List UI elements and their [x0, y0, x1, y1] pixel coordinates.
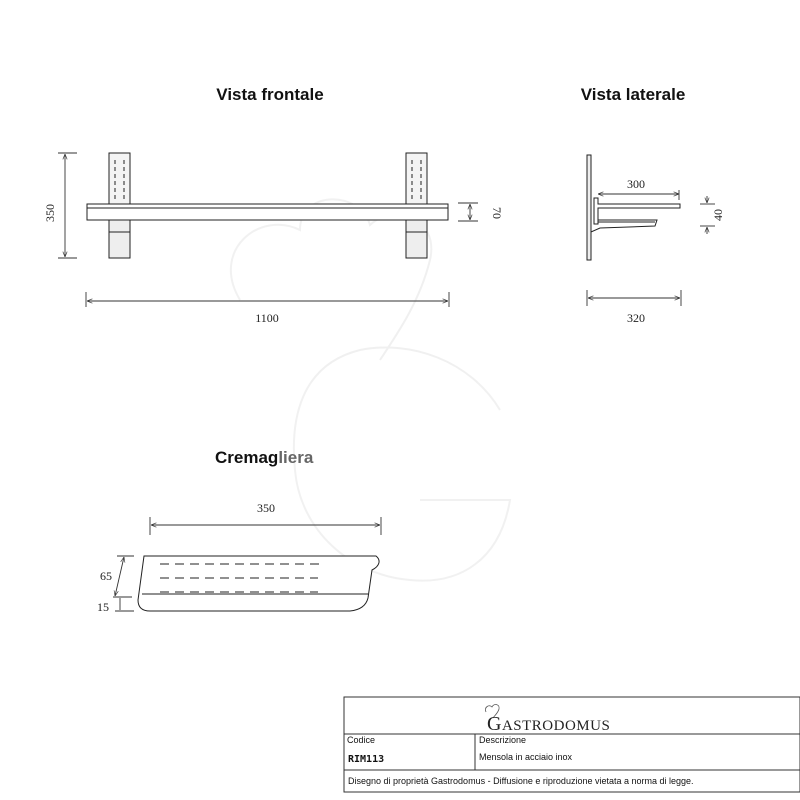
description-label: Descrizione — [479, 735, 527, 745]
side-depth-bottom-label: 320 — [627, 311, 645, 325]
brand-rest: ASTRODOMUS — [501, 718, 611, 734]
watermark-logo — [231, 199, 510, 580]
side-wall-upright — [587, 155, 591, 260]
front-view-title: Vista frontale — [216, 85, 324, 104]
description-value: Mensola in acciaio inox — [479, 752, 573, 762]
code-label: Codice — [347, 735, 376, 745]
side-view — [587, 155, 680, 260]
rack-length-label: 350 — [257, 501, 275, 515]
brand-initial: G — [487, 713, 502, 735]
side-height-label: 40 — [711, 209, 725, 221]
rack-height-label: 65 — [100, 569, 112, 583]
front-view — [87, 153, 448, 258]
rack-title-suffix: liera — [278, 448, 314, 467]
front-width-label: 1100 — [255, 311, 279, 325]
front-shelf — [87, 204, 448, 220]
side-view-title: Vista laterale — [580, 85, 686, 104]
side-bracket — [591, 198, 680, 232]
rack-drawing — [138, 556, 379, 611]
rack-title — [215, 448, 314, 467]
ownership-footer: Disegno di proprietà Gastrodomus - Diffusione e riproduzione vietata a norma di legge. — [348, 776, 694, 786]
side-depth-top-label: 300 — [627, 177, 645, 191]
front-thickness-label: 70 — [490, 207, 504, 219]
front-height-label: 350 — [43, 204, 57, 222]
rack-lip-label: 15 — [97, 600, 109, 614]
rack-title-prefix: Cremag — [215, 448, 279, 467]
code-value: RIM113 — [348, 754, 385, 765]
